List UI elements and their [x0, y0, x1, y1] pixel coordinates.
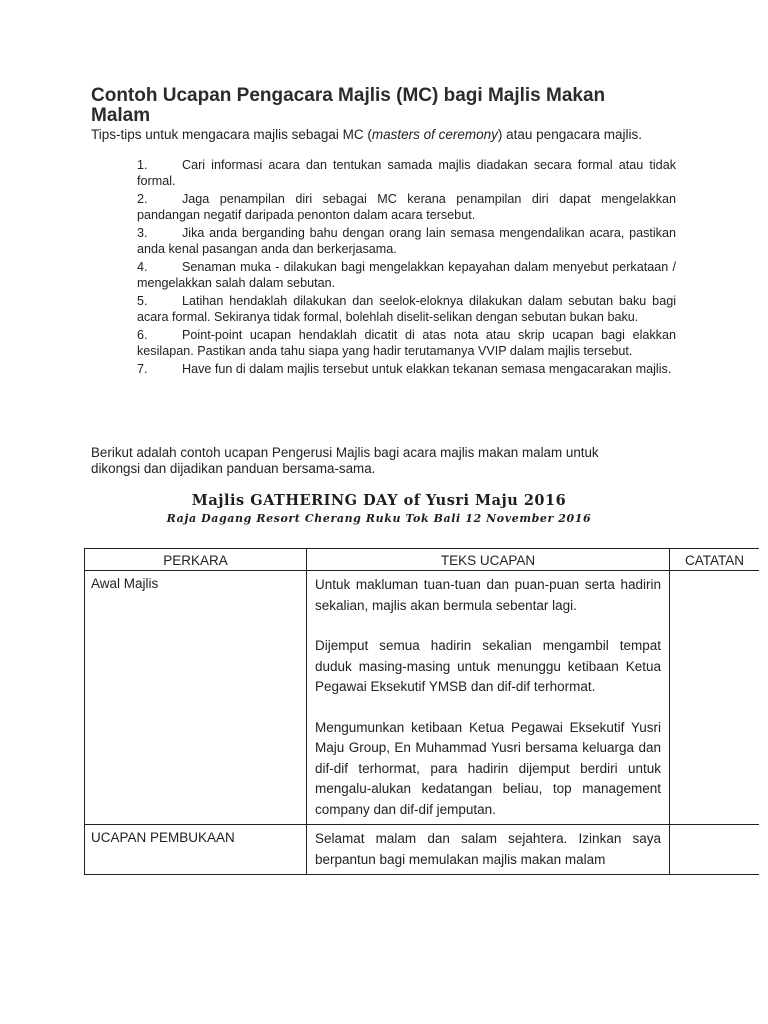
tip-number: 7.	[137, 362, 148, 376]
tip-text: Point-point ucapan hendaklah dicatit di atas nota atau skrip ucapan bagi elakkan kesilapan. Pastikan anda tahu siapa yang hadir terutamanya VVIP dalam majlis tersebut.	[137, 328, 676, 358]
tip-number: 6.	[137, 328, 148, 342]
speech-table	[84, 548, 759, 875]
tip-number: 1.	[137, 158, 148, 172]
cell-catatan	[670, 571, 760, 825]
tip-text: Cari informasi acara dan tentukan samada majlis diadakan secara formal atau tidak formal.	[137, 158, 676, 188]
document-subtitle	[91, 126, 731, 143]
cell-teks-ucapan	[307, 571, 670, 825]
table-header-row	[85, 549, 760, 571]
tip-number: 2.	[137, 192, 148, 206]
tip-item	[137, 361, 676, 377]
tip-number: 3.	[137, 226, 148, 240]
tip-item	[137, 191, 676, 223]
subtitle-italic: masters of ceremony	[371, 127, 498, 142]
cell-perkara: UCAPAN PEMBUKAAN	[85, 825, 307, 875]
header-catatan: CATATAN	[670, 549, 760, 571]
tip-number: 4.	[137, 260, 148, 274]
tip-text: Latihan hendaklah dilakukan dan seelok-eloknya dilakukan dalam sebutan baku bagi acara formal. Sekiranya tidak formal, bolehlah diselit-selikan dengan sebutan bukan baku.	[137, 294, 676, 324]
header-perkara: PERKARA	[85, 549, 307, 571]
speech-table-wrapper	[84, 548, 759, 916]
cell-perkara: Awal Majlis	[85, 571, 307, 825]
header-teks-ucapan: TEKS UCAPAN	[307, 549, 670, 571]
table-row	[85, 571, 760, 825]
tip-text: Jika anda berganding bahu dengan orang lain semasa mengendalikan acara, pastikan anda kenal pasangan anda dan berkerjasama.	[137, 226, 676, 256]
table-row	[85, 825, 760, 875]
speech-paragraph: Selamat malam dan salam sejahtera. Izinkan saya berpantun bagi memulakan majlis makan malam	[315, 831, 661, 867]
tip-text: Senaman muka - dilakukan bagi mengelakkan kepayahan dalam menyebut perkataan / mengelakkan salah dalam sebutan.	[137, 260, 676, 290]
tip-text: Jaga penampilan diri sebagai MC kerana penampilan diri dapat mengelakkan pandangan negatif daripada penonton dalam acara tersebut.	[137, 192, 676, 222]
intro-paragraph: Berikut adalah contoh ucapan Pengerusi Majlis bagi acara majlis makan malam untuk dikongsi dan dijadikan panduan bersama-sama.	[91, 445, 599, 476]
tip-item	[137, 259, 676, 291]
cell-teks-ucapan	[307, 825, 670, 875]
tips-list	[137, 157, 676, 379]
subtitle-prefix: Tips-tips untuk mengacara majlis sebagai MC (	[91, 127, 372, 142]
speech-paragraph: Untuk makluman tuan-tuan dan puan-puan serta hadirin sekalian, majlis akan bermula sebentar lagi.	[315, 577, 661, 613]
tip-item	[137, 327, 676, 359]
subtitle-suffix: ) atau pengacara majlis.	[497, 127, 642, 142]
document-title: Contoh Ucapan Pengacara Majlis (MC) bagi Majlis Makan Malam	[91, 85, 606, 126]
tip-item	[137, 157, 676, 189]
tip-number: 5.	[137, 294, 148, 308]
event-title: Majlis GATHERING DAY of Yusri Maju 2016	[191, 492, 567, 509]
speech-paragraph: Dijemput semua hadirin sekalian mengambil tempat duduk masing-masing untuk menunggu ketibaan Ketua Pegawai Eksekutif YMSB dan dif-dif terhormat.	[315, 638, 661, 694]
cell-catatan	[670, 825, 760, 875]
speech-paragraph: Mengumunkan ketibaan Ketua Pegawai Eksekutif Yusri Maju Group, En Muhammad Yusri bersama keluarga dan dif-dif terhormat, para hadirin dijemput berdiri untuk mengalu-alukan kedatangan beliau, top management company dan dif-dif jemputan.	[315, 719, 661, 817]
event-subtitle: Raja Dagang Resort Cherang Ruku Tok Bali 12 November 2016	[166, 512, 592, 525]
tip-item	[137, 225, 676, 257]
tip-text: Have fun di dalam majlis tersebut untuk elakkan tekanan semasa mengacarakan majlis.	[182, 362, 672, 376]
tip-item	[137, 293, 676, 325]
